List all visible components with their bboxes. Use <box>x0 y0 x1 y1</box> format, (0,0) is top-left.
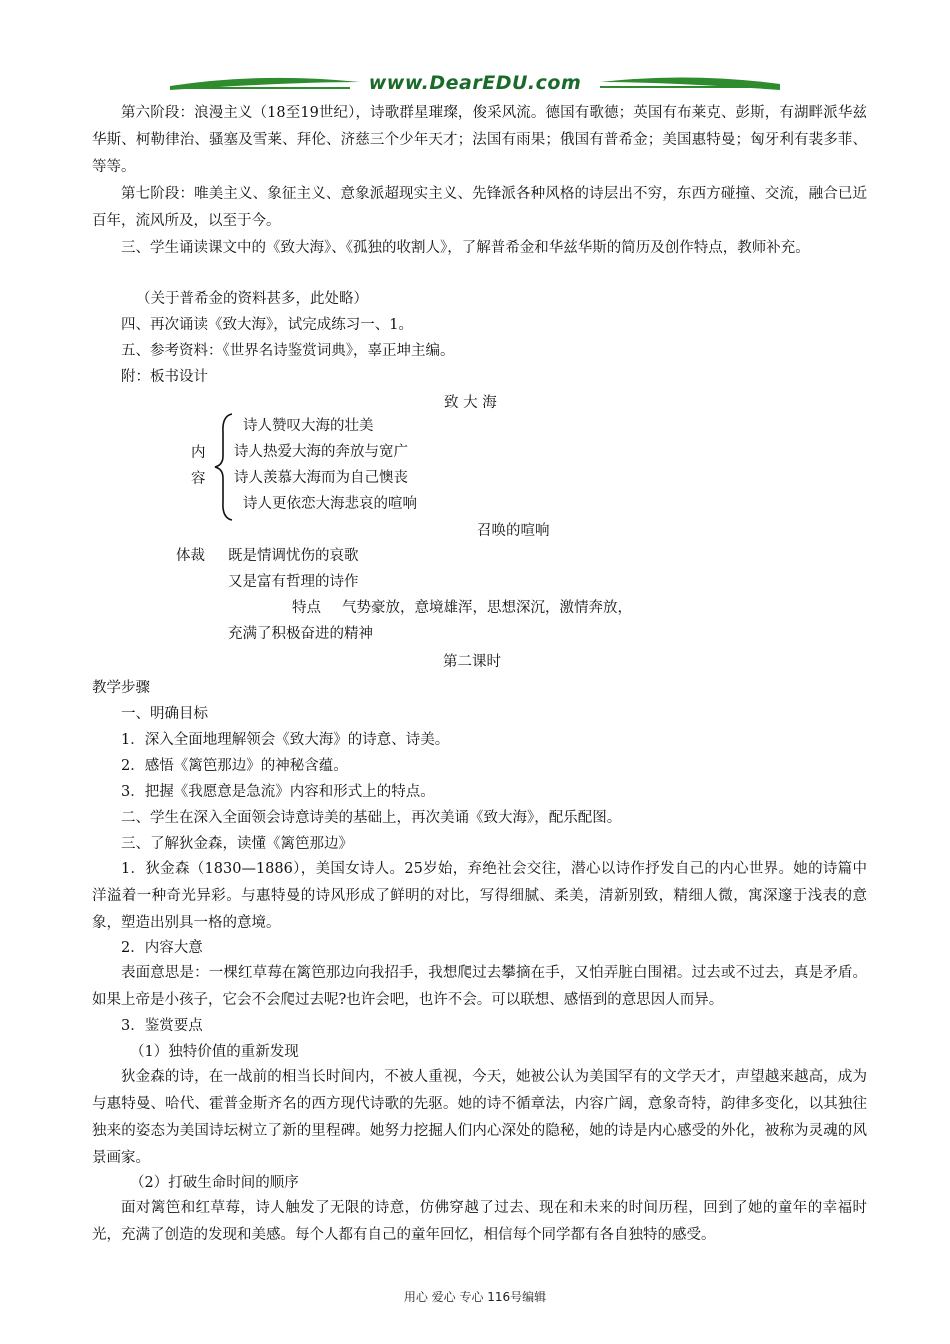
objective-heading: 一、明确目标 <box>121 706 208 722</box>
content-item-4: 诗人更依恋大海悲哀的喧响 <box>243 496 417 512</box>
board-call-text: 召唤的喧响 <box>477 523 550 539</box>
paragraph-step-five: 五、参考资料：《世界名诗鉴赏词典》，辜正坤主编。 <box>121 343 455 359</box>
paragraph-value: 狄金森的诗，在一战前的相当长时间内，不被人重视，今天，她被公认为美国罕有的文学天才，声望越来越高，成为与惠特曼、哈代、霍普金斯齐名的西方现代诗歌的先驱。她的诗不循章法，内容广阔，意象奇特，韵律多变化，以其独往独来的姿态为美国诗坛树立了新的里程碑。她努力挖掘人们内心深处的隐秘，她的诗是内心感受的外化，被称为灵魂的风景画家。 <box>92 1069 867 1166</box>
paragraph-stage-seven: 第七阶段：唯美主义、象征主义、意象派超现实主义、先锋派各种风格的诗层出不穷，东西方碰撞、交流，融合已近百年，流风所及，以至于今。 <box>92 186 867 229</box>
content-item-3: 诗人羡慕大海而为自己懊丧 <box>234 470 408 486</box>
feature-text: 气势豪放，意境雄浑，思想深沉，激情奔放， <box>342 600 632 616</box>
feature-label: 特点 <box>292 600 321 616</box>
objective-1: 1．深入全面地理解领会《致大海》的诗意、诗美。 <box>121 732 450 748</box>
step-two: 二、学生在深入全面领会诗意诗美的基础上，再次美诵《致大海》，配乐配图。 <box>121 810 622 826</box>
heading-content-summary: 2．内容大意 <box>121 940 203 956</box>
genre-label: 体裁 <box>176 548 205 564</box>
subheading-time: （2）打破生命时间的顺序 <box>130 1175 299 1191</box>
paragraph-step-four: 四、再次诵读《致大海》，试完成练习一、1。 <box>121 317 413 333</box>
curly-brace-icon <box>212 412 234 522</box>
content-item-2: 诗人热爱大海的奔放与宽广 <box>234 444 408 460</box>
board-title: 致 大 海 <box>444 395 497 411</box>
paragraph-stage-six: 第六阶段：浪漫主义（18至19世纪），诗歌群星璀璨，俊采风流。德国有歌德；英国有布莱克、彭斯，有湖畔派华兹华斯、柯勒律治、骚塞及雪莱、拜伦、济慈三个少年天才；法国有雨果；俄国有普希金；美国惠特曼；匈牙利有裴多菲、等等。 <box>92 105 867 175</box>
subheading-value: （1）独特价值的重新发现 <box>130 1044 299 1060</box>
genre-line-2: 又是富有哲理的诗作 <box>228 574 359 590</box>
content-label-2: 容 <box>191 471 206 487</box>
objective-3: 3．把握《我愿意是急流》内容和形式上的特点。 <box>121 784 435 800</box>
step-three: 三、了解狄金森，读懂《篱笆那边》 <box>121 836 353 852</box>
paragraph-step-three: 三、学生诵读课文中的《致大海》、《孤独的收割人》，了解普希金和华兹华斯的简历及创作特点，教师补充。 <box>121 240 810 256</box>
lesson-two-title: 第二课时 <box>443 654 501 670</box>
paragraph-content-summary: 表面意思是：一棵红草莓在篱笆那边向我招手，我想爬过去攀摘在手，又怕弄脏白围裙。过去或不过去，真是矛盾。如果上帝是小孩子，它会不会爬过去呢?也许会吧，也许不会。可以联想、感悟到的意思因人而异。 <box>92 965 867 1008</box>
paragraph-dickinson-bio: 1．狄金森（1830—1886），美国女诗人。25岁始，弃绝社会交往，潜心以诗作抒发自己的内心世界。她的诗篇中洋溢着一种奇光异彩。与惠特曼的诗风形成了鲜明的对比，写得细腻、柔美，清新别致，精细人微，寓深邃于浅表的意象，塑造出别具一格的意境。 <box>92 861 867 931</box>
board-design-label: 附：板书设计 <box>121 369 208 385</box>
objective-2: 2．感悟《篱笆那边》的神秘含蕴。 <box>121 758 348 774</box>
content-item-1: 诗人赞叹大海的壮美 <box>243 418 374 434</box>
page-footer: 用心 爱心 专心 116号编辑 <box>403 1290 547 1304</box>
feature-tail: 充满了积极奋进的精神 <box>228 626 373 642</box>
paragraph-time: 面对篱笆和红草莓，诗人触发了无限的诗意，仿佛穿越了过去、现在和未来的时间历程，回到了她的童年的幸福时光，充满了创造的发现和美感。每个人都有自己的童年回忆，相信每个同学都有各自独特的感受。 <box>92 1200 867 1243</box>
steps-heading: 教学步骤 <box>92 680 150 696</box>
site-logo-text: www.DearEDU.com <box>368 72 582 94</box>
heading-appreciation: 3．鉴赏要点 <box>121 1018 203 1034</box>
content-label-1: 内 <box>191 445 206 461</box>
note-pushkin: （关于普希金的资料甚多，此处略） <box>136 291 368 307</box>
genre-line-1: 既是情调忧伤的哀歌 <box>228 548 359 564</box>
